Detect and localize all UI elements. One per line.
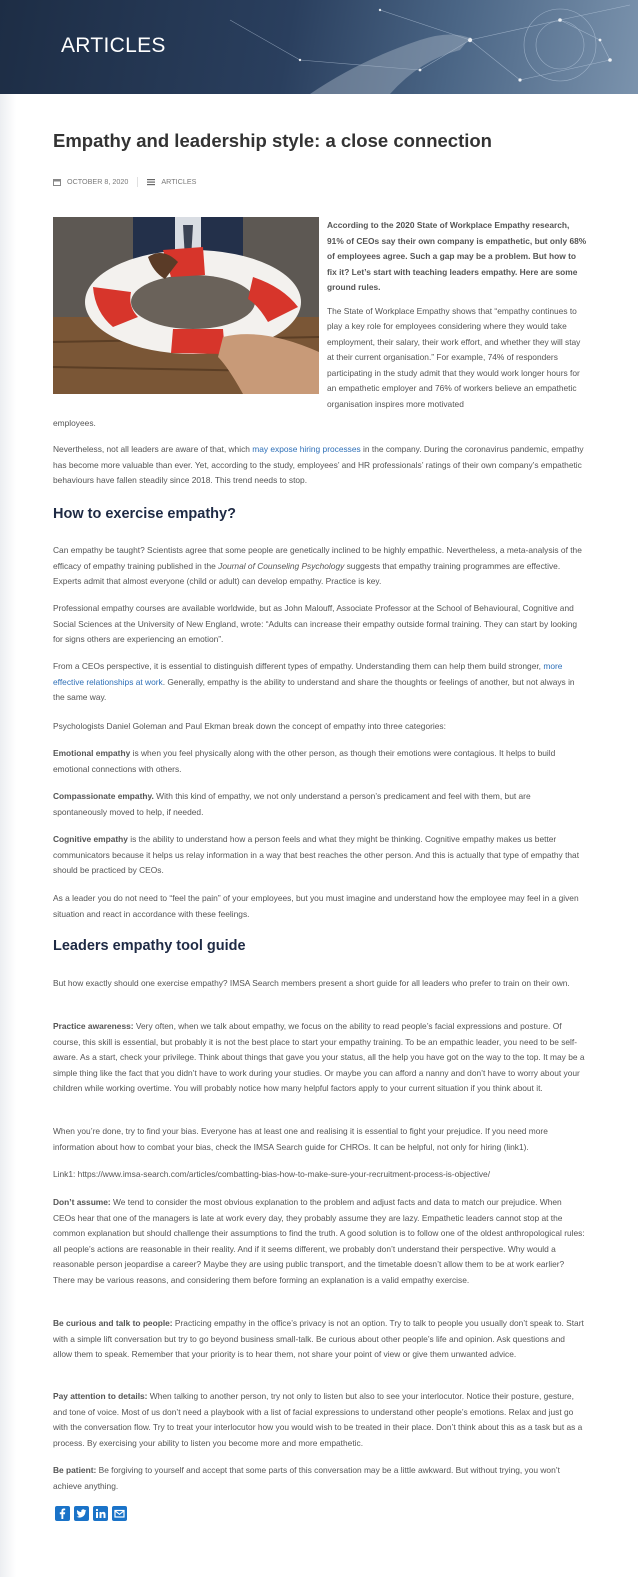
paragraph-psychologists: Psychologists Daniel Goleman and Paul Ekman break down the concept of empathy into three categories: — [53, 721, 446, 731]
banner-title: ARTICLES — [61, 34, 166, 57]
paragraph-practice-awareness: Practice awareness: Very often, when we talk about empathy, we focus on the ability to read people’s facial expressions and posture. Of course, this skill is essential, but probably it is not the best place to start your empathy training. To be an empathic leader, you need to be self-aware. As a start, check your privilege. Think about things that gave you your status, all the help you have got on the way to the top. It may be a simple thing like the fact that you didn’t have to work during your studies. Or maybe you can afford a nanny and don’t have to worry about your children while working overtime. You will probably notice how many helpful factors apply to your current situation if you think about it. — [53, 1021, 585, 1093]
heading-how-to-exercise: How to exercise empathy? — [53, 506, 236, 522]
link-hiring-processes[interactable]: may expose hiring processes — [252, 444, 361, 454]
share-buttons — [55, 1506, 127, 1521]
list-icon — [147, 178, 155, 186]
paragraph-pay-attention: Pay attention to details: When talking to another person, try not only to listen but also to see your interlocutor. Notice their posture, gesture, and tone of voice. Most of us don’t need a playbook with a list of facial expressions to understand other people’s emotions. Relax and just go with the conversation flow. Try to treat your interlocutor how you would wish to be treated in their place. Don’t think about this as a task but as a process. By exercising your ability to listen you become more and more empathetic. — [53, 1391, 583, 1448]
calendar-icon — [53, 178, 61, 186]
intro-paragraph-tail: employees. — [53, 418, 96, 428]
paragraph-ceo-perspective: From a CEOs perspective, it is essential to distinguish different types of empathy. Understanding them can help them build stronger, more effective relationships at work. Generally, empathy is the ability to understand and share the thoughts or feelings of another, but not always in the same way. — [53, 661, 575, 702]
paragraph-how-exactly: But how exactly should one exercise empathy? IMSA Search members present a short guide for all leaders who prefer to train on their own. — [53, 978, 570, 988]
twitter-icon[interactable] — [74, 1506, 89, 1521]
paragraph-find-bias: When you’re done, try to find your bias. Everyone has at least one and realising it is essential to fight your prejudice. If you need more information about how to combat your bias, check the IMSA Search guide for CHROs. It can be helpful, not only for hiring (link1). — [53, 1126, 548, 1152]
paragraph-as-a-leader: As a leader you do not need to “feel the pain” of your employees, but you must imagine and understand how the employee may feel in a given situation and react in accordance with these feelings. — [53, 893, 579, 919]
heading-tool-guide: Leaders empathy tool guide — [53, 938, 246, 954]
paragraph-link1: Link1: https://www.imsa-search.com/articles/combatting-bias-how-to-make-sure-your-recruitment-process-is-objective/ — [53, 1169, 491, 1179]
meta-divider — [137, 177, 138, 187]
link-effective-relationships[interactable]: more effective relationships at work — [53, 661, 563, 687]
post-category-link[interactable]: ARTICLES — [161, 177, 197, 187]
paragraph-nevertheless: Nevertheless, not all leaders are aware of that, which may expose hiring processes in the company. During the coronavirus pandemic, empathy has become more valuable than ever. Yet, according to the study, employees’ and HR professionals’ ratings of their own company’s empathetic behaviours have fallen steadily since 2018. This trend needs to stop. — [53, 444, 584, 485]
paragraph-emotional-empathy: Emotional empathy is when you feel physically along with the other person, as though their emotions were contagious. It helps to build emotional connections with others. — [53, 748, 556, 774]
paragraph-be-patient: Be patient: Be forgiving to yourself and accept that some parts of this conversation may be a little awkward. But without trying, you won’t achieve anything. — [53, 1465, 560, 1491]
paragraph-professional-courses: Professional empathy courses are available worldwide, but as John Malouff, Associate Professor at the School of Behavioural, Cognitive and Social Sciences at the University of New England, wrote: “Adults can increase their empathy outside formal training. They can start by looking for signs others are experiencing an emotion”. — [53, 603, 578, 644]
email-icon[interactable] — [112, 1506, 127, 1521]
facebook-icon[interactable] — [55, 1506, 70, 1521]
post-title: Empathy and leadership style: a close connection — [53, 130, 492, 151]
paragraph-dont-assume: Don’t assume: We tend to consider the most obvious explanation to the problem and adjust facts and data to match our prejudice. When CEOs hear that one of the managers is late at work every day, they probably assume they are lazy. Empathetic leaders cannot stop at the common explanation but should challenge their assumptions to find the truth. A good solution is to follow one of the oldest anthropological rules: all people’s actions are reasonable in their reality. And if it seems different, we probably don’t understand their perspective. Why would a reasonable person jeopardise a career? Maybe they are using public transport, and the timetable doesn’t allow them to be at work earlier? There may be various reasons, and considering them before forming an explanation is a valid empathy exercise. — [53, 1197, 585, 1285]
post-meta — [53, 176, 196, 188]
intro-paragraph: The State of Workplace Empathy shows that “empathy continues to play a key role for employees considering where they would take employment, their salary, their work effort, and whether they will stay at their current organisation.” For example, 74% of responders participating in the study admit that they would work longer hours for an empathetic employer and 76% of workers believe an empathetic organisation inspires more motivated — [327, 305, 581, 409]
intro-column — [327, 218, 587, 420]
hero-image-lifebuoy — [53, 217, 319, 394]
paragraph-be-curious: Be curious and talk to people: Practicing empathy in the office’s privacy is not an option. Try to talk to people you usually don’t speak to. Start with a simple lift conversation but try to go beyond business small-talk. Be curious about other people’s life and opinion. Ask questions and allow them to speak. Remember that your priority is to hear them, not share your point of view or give them unwanted advice. — [53, 1318, 584, 1359]
intro-lead: According to the 2020 State of Workplace Empathy research, 91% of CEOs say their own company is empathetic, but only 68% of employees agree. Such a gap may be a problem. But how to fix it? Let’s start with teaching leaders empathy. Here are some ground rules. — [327, 220, 587, 292]
page-edge-shadow — [0, 94, 16, 1577]
header-banner — [0, 0, 638, 94]
paragraph-can-empathy: Can empathy be taught? Scientists agree that some people are genetically inclined to be highly empathic. Nevertheless, a meta-analysis of the efficacy of empathy training published in the Journal of Counseling Psychology suggests that empathy training programmes are effective. Experts admit that almost everyone (child or adult) can develop empathy. Practice is key. — [53, 545, 582, 586]
paragraph-cognitive-empathy: Cognitive empathy is the ability to understand how a person feels and what they might be thinking. Cognitive empathy makes us better communicators because it helps us relay information in a way that best reaches the other person. And this is actually that type of empathy that should be practiced by CEOs. — [53, 834, 580, 875]
post-date: OCTOBER 8, 2020 — [67, 177, 129, 187]
journal-title: Journal of Counseling Psychology — [218, 560, 345, 571]
linkedin-icon[interactable] — [93, 1506, 108, 1521]
paragraph-compassionate-empathy: Compassionate empathy. With this kind of empathy, we not only understand a person’s predicament and feel with them, but are spontaneously moved to help, if needed. — [53, 791, 531, 817]
